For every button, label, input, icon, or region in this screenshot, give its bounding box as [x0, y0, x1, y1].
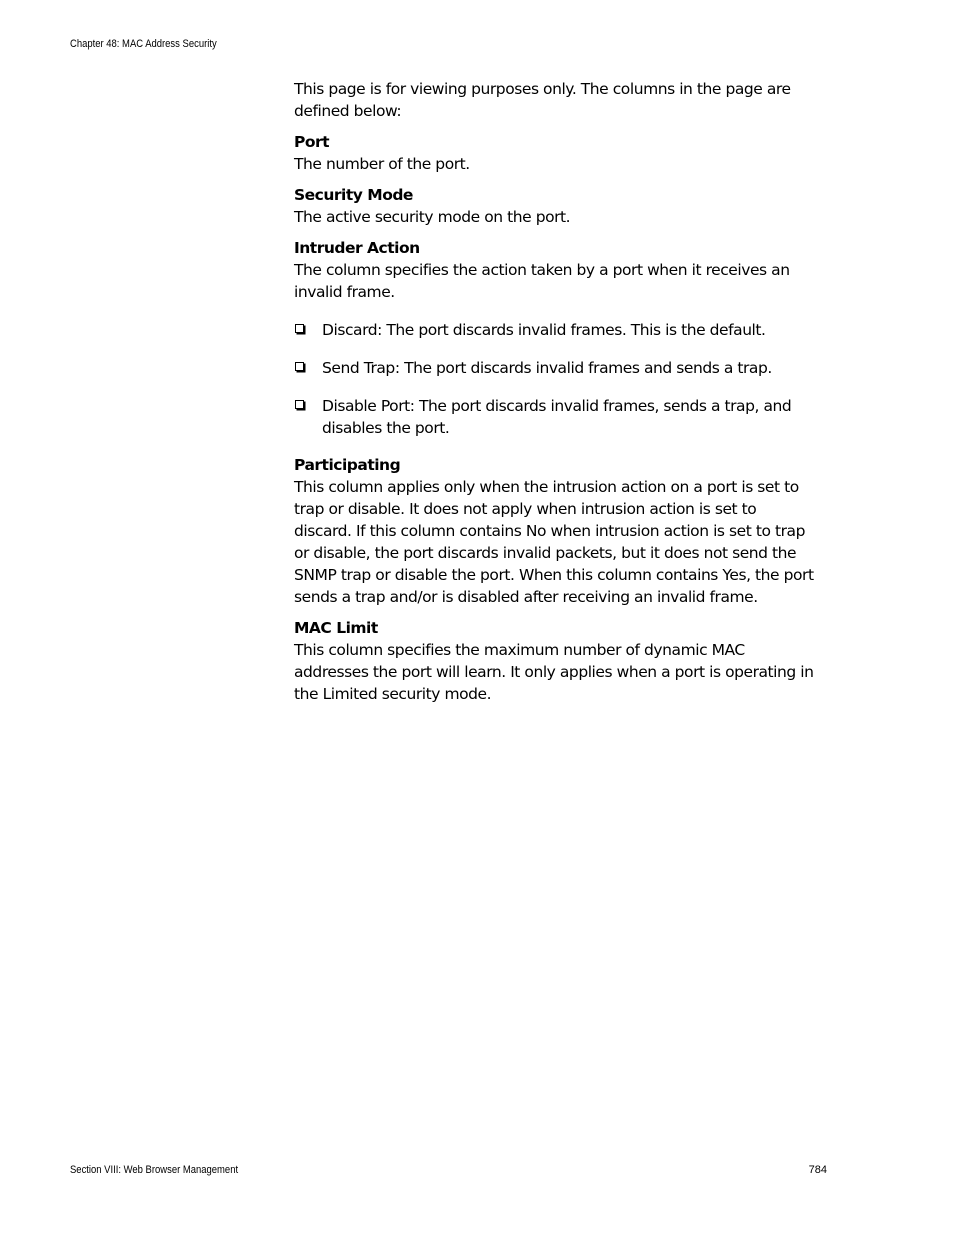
term-port: Port — [294, 133, 330, 151]
list-item — [294, 395, 814, 439]
option-send-trap: Send Trap: The port discards invalid frames and sends a trap. — [322, 359, 772, 377]
list-item — [294, 319, 814, 341]
term-mac-limit: MAC Limit — [294, 619, 378, 637]
intruder-action-options — [294, 319, 814, 439]
term-security-mode: Security Mode — [294, 186, 413, 204]
option-discard: Discard: The port discards invalid frames. This is the default. — [322, 321, 766, 339]
page-content — [294, 78, 814, 714]
definition-mac-limit: This column specifies the maximum number of dynamic MAC addresses the port will learn. It only applies when a port is operating in the Limited security mode. — [294, 641, 814, 703]
definition-intruder-action: The column specifies the action taken by a port when it receives an invalid frame. — [294, 261, 790, 301]
definition-port: The number of the port. — [294, 155, 470, 173]
running-header: Chapter 48: MAC Address Security — [70, 38, 217, 50]
term-participating: Participating — [294, 456, 401, 474]
checkbox-bullet-icon — [295, 324, 304, 333]
checkbox-bullet-icon — [295, 400, 304, 409]
term-intruder-action: Intruder Action — [294, 239, 420, 257]
page-number: 784 — [808, 1164, 827, 1176]
definition-security-mode: The active security mode on the port. — [294, 208, 571, 226]
intro-paragraph: This page is for viewing purposes only. The columns in the page are defined below: — [294, 80, 791, 120]
option-disable-port: Disable Port: The port discards invalid frames, sends a trap, and disables the port. — [322, 397, 792, 437]
checkbox-bullet-icon — [295, 362, 304, 371]
running-footer-section: Section VIII: Web Browser Management — [70, 1164, 239, 1176]
list-item — [294, 357, 814, 379]
definition-participating: This column applies only when the intrusion action on a port is set to trap or disable. It does not apply when intrusion action is set to discard. If this column contains No when intrusion action is set to trap or disable, the port discards invalid packets, but it does not send the SNMP trap or disable the port. When this column contains Yes, the port sends a trap and/or is disabled after receiving an invalid frame. — [294, 478, 814, 606]
